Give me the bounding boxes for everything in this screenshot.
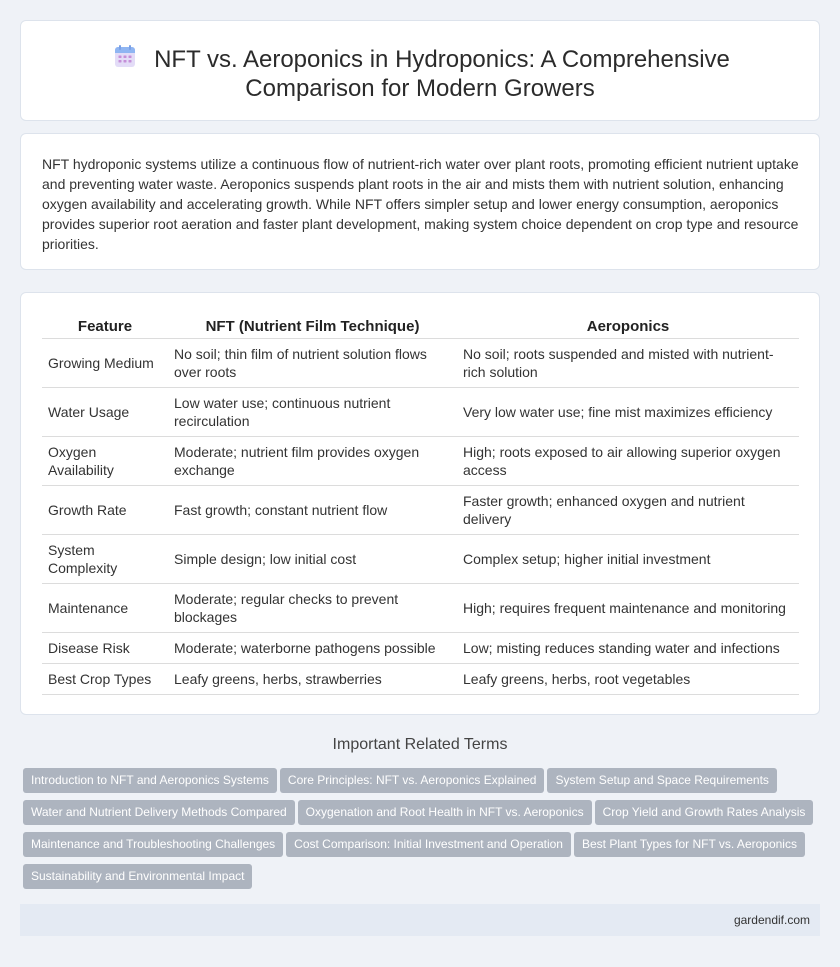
nft-cell: No soil; thin film of nutrient solution flows over roots <box>168 338 457 387</box>
related-term-tag[interactable]: Maintenance and Troubleshooting Challenges <box>23 832 283 857</box>
summary-card <box>20 133 820 270</box>
feature-cell: Growing Medium <box>42 338 168 387</box>
feature-cell: System Complexity <box>42 534 168 583</box>
table-row <box>42 663 799 694</box>
column-header-feature: Feature <box>42 314 168 338</box>
related-term-tag[interactable]: Cost Comparison: Initial Investment and Operation <box>286 832 571 857</box>
aeroponics-cell: Very low water use; fine mist maximizes efficiency <box>457 387 799 436</box>
related-term-tag[interactable]: Water and Nutrient Delivery Methods Compared <box>23 800 295 825</box>
aeroponics-cell: Leafy greens, herbs, root vegetables <box>457 663 799 694</box>
table-row <box>42 485 799 534</box>
feature-cell: Disease Risk <box>42 632 168 663</box>
feature-cell: Oxygen Availability <box>42 436 168 485</box>
footer <box>20 904 820 936</box>
related-term-tag[interactable]: Crop Yield and Growth Rates Analysis <box>595 800 814 825</box>
related-term-tag[interactable]: Best Plant Types for NFT vs. Aeroponics <box>574 832 805 857</box>
nft-cell: Leafy greens, herbs, strawberries <box>168 663 457 694</box>
related-term-tag[interactable]: Introduction to NFT and Aeroponics Systems <box>23 768 277 793</box>
nft-cell: Simple design; low initial cost <box>168 534 457 583</box>
feature-cell: Best Crop Types <box>42 663 168 694</box>
header-card <box>20 20 820 121</box>
nft-cell: Moderate; nutrient film provides oxygen exchange <box>168 436 457 485</box>
nft-cell: Moderate; waterborne pathogens possible <box>168 632 457 663</box>
footer-site-link[interactable]: gardendif.com <box>733 913 810 927</box>
nft-cell: Fast growth; constant nutrient flow <box>168 485 457 534</box>
aeroponics-cell: High; requires frequent maintenance and monitoring <box>457 583 799 632</box>
column-header-nft: NFT (Nutrient Film Technique) <box>168 314 457 338</box>
aeroponics-cell: Complex setup; higher initial investment <box>457 534 799 583</box>
aeroponics-cell: No soil; roots suspended and misted with nutrient-rich solution <box>457 338 799 387</box>
comparison-table-card <box>20 292 820 715</box>
table-row <box>42 534 799 583</box>
aeroponics-cell: High; roots exposed to air allowing superior oxygen access <box>457 436 799 485</box>
related-term-tag[interactable]: Core Principles: NFT vs. Aeroponics Explained <box>280 768 545 793</box>
table-header-row <box>42 314 799 338</box>
page-title <box>21 45 819 103</box>
comparison-table <box>42 314 799 695</box>
table-row <box>42 436 799 485</box>
feature-cell: Water Usage <box>42 387 168 436</box>
table-row <box>42 632 799 663</box>
nft-cell: Moderate; regular checks to prevent blockages <box>168 583 457 632</box>
nft-cell: Low water use; continuous nutrient recirculation <box>168 387 457 436</box>
table-row <box>42 338 799 387</box>
table-row <box>42 387 799 436</box>
related-term-tag[interactable]: Oxygenation and Root Health in NFT vs. Aeroponics <box>298 800 592 825</box>
related-term-tag[interactable]: System Setup and Space Requirements <box>547 768 776 793</box>
table-row <box>42 583 799 632</box>
column-header-aeroponics: Aeroponics <box>457 314 799 338</box>
page-title-line-1: NFT vs. Aeroponics in Hydroponics: A Comprehensive <box>154 46 730 73</box>
related-terms-heading: Important Related Terms <box>332 736 508 753</box>
related-term-tag[interactable]: Sustainability and Environmental Impact <box>23 864 252 889</box>
page-title-line-2: Comparison for Modern Growers <box>245 75 595 102</box>
aeroponics-cell: Low; misting reduces standing water and infections <box>457 632 799 663</box>
related-terms-list <box>23 768 823 896</box>
summary-paragraph: NFT hydroponic systems utilize a continuous flow of nutrient-rich water over plant roots, promoting efficient nutrient uptake and preventing water waste. Aeroponics suspends plant roots in the air and mists them with nutrient solution, enhancing oxygen availability and accelerating growth. While NFT offers simpler setup and lower energy consumption, aeroponics provides superior root aeration and faster plant development, making system choice dependent on crop type and resource priorities. <box>42 156 799 252</box>
aeroponics-cell: Faster growth; enhanced oxygen and nutrient delivery <box>457 485 799 534</box>
feature-cell: Growth Rate <box>42 485 168 534</box>
feature-cell: Maintenance <box>42 583 168 632</box>
